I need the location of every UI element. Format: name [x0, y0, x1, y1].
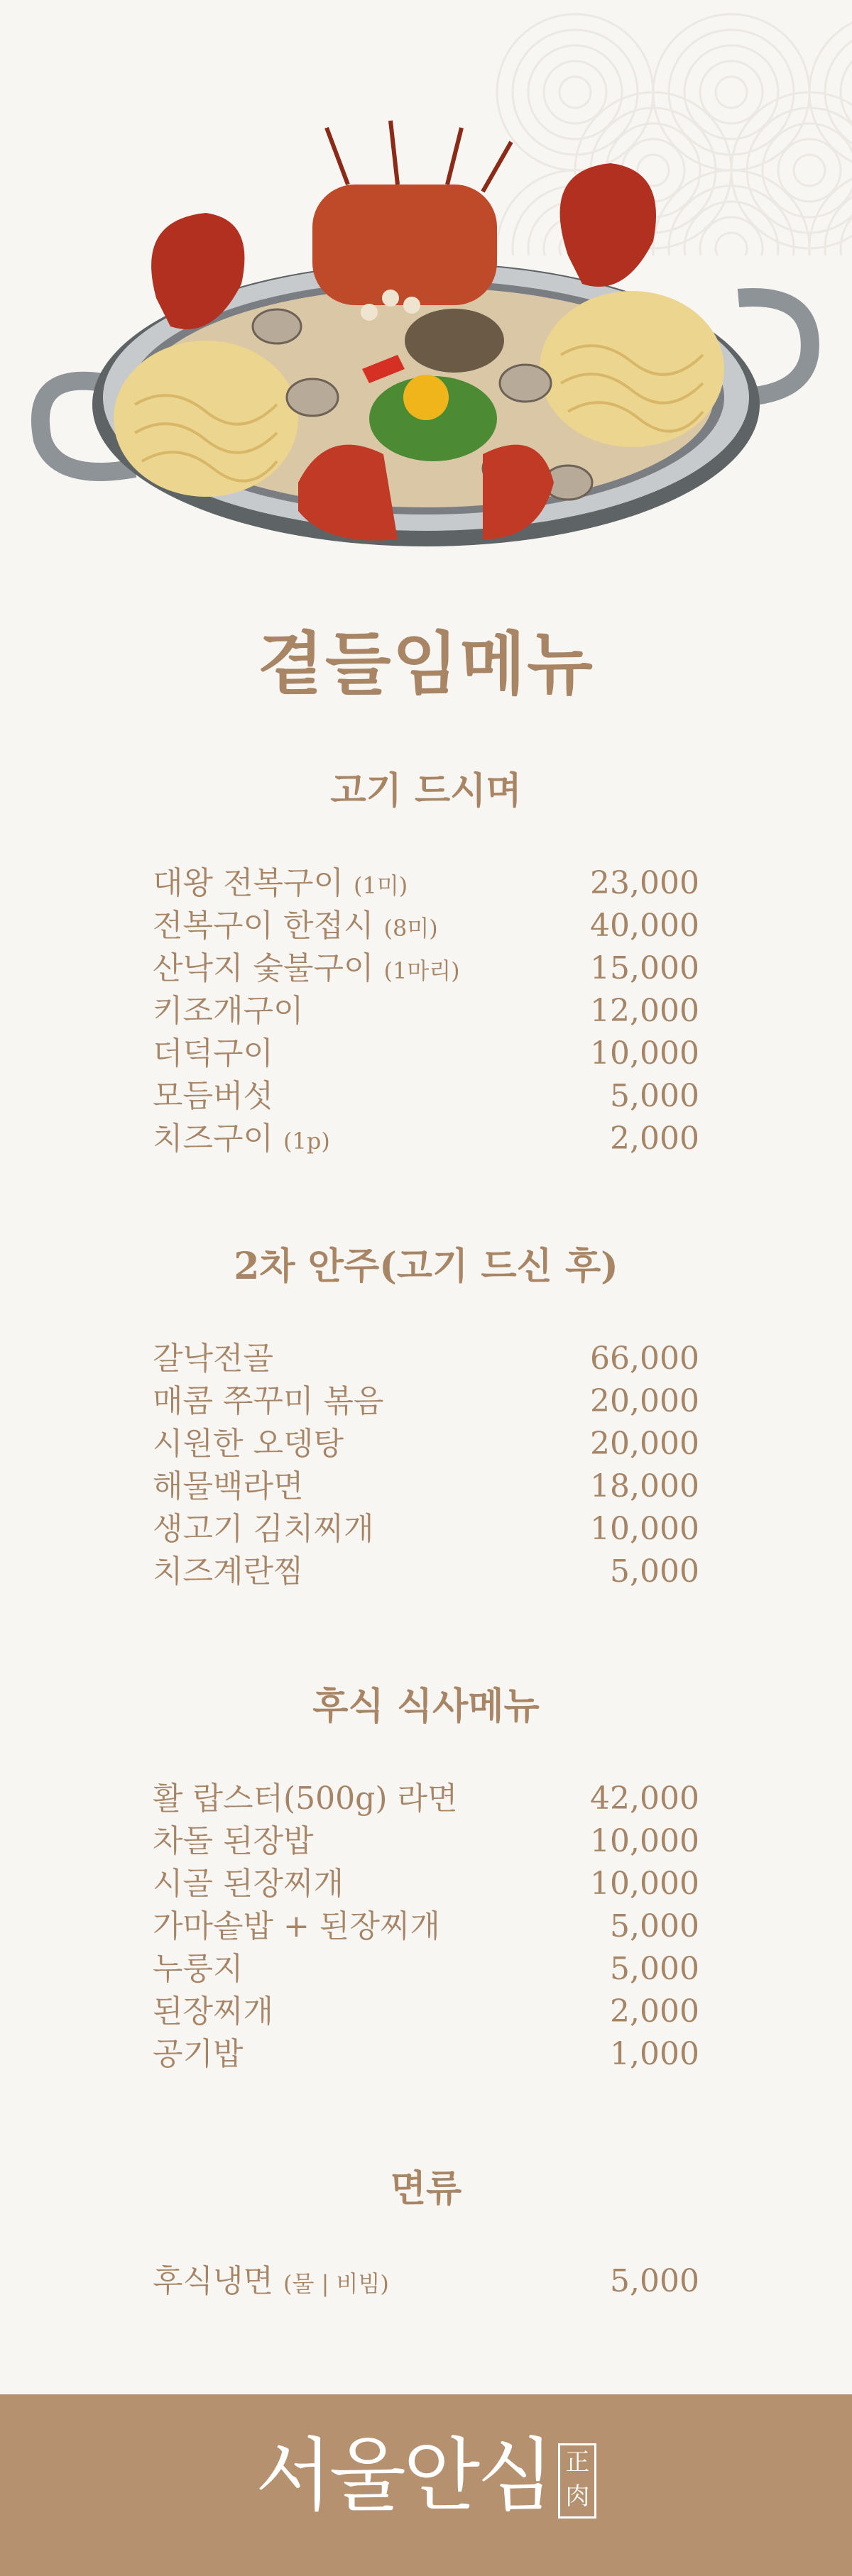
menu-item-price: 20,000	[590, 1426, 699, 1462]
menu-item-name: 더덕구이	[153, 1035, 274, 1072]
menu-item-price: 10,000	[590, 1866, 699, 1902]
menu-item-price: 40,000	[590, 908, 699, 944]
menu-item	[153, 2260, 699, 2303]
menu-item	[153, 990, 699, 1033]
menu-item-price: 18,000	[590, 1468, 699, 1504]
menu-item-name: 모듬버섯	[153, 1078, 274, 1114]
menu-item	[153, 1551, 699, 1593]
section-title: 2차 안주(고기 드신 후)	[234, 1245, 618, 1288]
menu-item	[153, 1948, 699, 1991]
menu-item-name: 키조개구이	[153, 993, 304, 1029]
menu-item	[153, 1338, 699, 1380]
menu-item-name: 누룽지	[153, 1951, 244, 1987]
menu-item-note: (1p)	[283, 1128, 330, 1155]
menu-item-note: (물 | 비빔)	[283, 2270, 389, 2297]
brand-name: 서울안심	[255, 2430, 552, 2522]
menu-item-name: 활 랍스터(500g) 라면	[153, 1780, 458, 1817]
menu-item-name-wrap	[153, 905, 438, 950]
seafood-hotpot-image	[28, 85, 824, 568]
menu-item-name: 대왕 전복구이	[153, 865, 344, 901]
menu-item-price: 10,000	[590, 1823, 699, 1859]
menu-item	[153, 1380, 699, 1423]
menu-item-name: 갈낙전골	[153, 1341, 274, 1377]
menu-item-name: 해물백라면	[153, 1468, 304, 1504]
menu-item-name-wrap	[153, 947, 460, 992]
menu-item	[153, 1820, 699, 1863]
menu-item-name-wrap	[153, 1118, 330, 1162]
page-title: 곁들임메뉴	[258, 624, 594, 704]
menu-item	[153, 1118, 699, 1160]
menu-item-name-wrap	[153, 1778, 457, 1820]
menu-item-name-wrap	[153, 1820, 314, 1863]
menu-section	[153, 1238, 699, 1593]
menu-item-name-wrap	[153, 1863, 344, 1905]
menu-item-name-wrap	[153, 1948, 244, 1991]
menu-item	[153, 1905, 699, 1948]
menu-item-price: 23,000	[590, 865, 699, 901]
menu-item-note: (1미)	[354, 872, 408, 899]
menu-item-name: 매콤 쭈꾸미 볶음	[153, 1383, 384, 1419]
menu-item-name: 시골 된장찌개	[153, 1866, 344, 1902]
menu-item-name-wrap	[153, 862, 408, 907]
brand-seal: 正肉	[558, 2443, 596, 2519]
menu-item	[153, 1075, 699, 1118]
menu-item-name-wrap	[153, 990, 304, 1033]
menu-item-name: 공기밥	[153, 2036, 244, 2072]
menu-item-name-wrap	[153, 1338, 273, 1380]
menu-item-price: 5,000	[610, 1951, 699, 1987]
menu-item-name-wrap	[153, 1508, 374, 1551]
menu-section	[153, 2161, 699, 2303]
menu-item-name: 생고기 김치찌개	[153, 1511, 374, 1547]
menu-item	[153, 1465, 699, 1508]
menu-item-name-wrap	[153, 1551, 304, 1593]
section-title: 고기 드시며	[330, 769, 522, 813]
menu-item-price: 5,000	[610, 1078, 699, 1114]
menu-item-price: 42,000	[590, 1780, 699, 1817]
menu-item-name: 치즈계란찜	[153, 1553, 304, 1590]
section-title: 면류	[390, 2167, 462, 2211]
menu-item-name: 시원한 오뎅탕	[153, 1426, 344, 1462]
menu-item	[153, 947, 699, 990]
menu-item	[153, 1991, 699, 2033]
menu-item-price: 2,000	[610, 1993, 699, 2030]
menu-item-price: 66,000	[590, 1341, 699, 1377]
menu-item-name: 후식냉면	[153, 2263, 274, 2299]
menu-item-name-wrap	[153, 1033, 273, 1075]
menu-item-name-wrap	[153, 1465, 304, 1508]
menu-section	[153, 1678, 699, 2076]
menu-item	[153, 905, 699, 947]
menu-item-price: 5,000	[610, 2263, 699, 2299]
menu-item-name: 가마솥밥 + 된장찌개	[153, 1908, 440, 1944]
menu-item-note: (1마리)	[383, 957, 460, 984]
menu-item-price: 1,000	[610, 2036, 699, 2072]
menu-item-price: 10,000	[590, 1035, 699, 1072]
menu-item-name-wrap	[153, 2260, 389, 2305]
menu-item-name: 전복구이 한접시	[153, 908, 374, 944]
menu-item	[153, 1778, 699, 1820]
brand-logo	[0, 2423, 852, 2529]
menu-item-price: 15,000	[590, 950, 699, 986]
footer-bar	[0, 2394, 852, 2576]
menu-item-name: 산낙지 숯불구이	[153, 950, 374, 986]
menu-item-name-wrap	[153, 1991, 273, 2033]
menu-item-name: 된장찌개	[153, 1993, 274, 2030]
menu-item-name-wrap	[153, 2033, 244, 2076]
menu-item	[153, 1863, 699, 1905]
menu-item	[153, 1033, 699, 1075]
menu-item-name-wrap	[153, 1075, 273, 1118]
menu-item-price: 10,000	[590, 1511, 699, 1547]
menu-item-name-wrap	[153, 1905, 440, 1948]
menu-item	[153, 2033, 699, 2076]
menu-item	[153, 862, 699, 905]
menu-item-price: 2,000	[610, 1121, 699, 1157]
menu-item	[153, 1423, 699, 1465]
menu-item-note: (8미)	[383, 915, 438, 942]
menu-item-name-wrap	[153, 1380, 384, 1423]
menu-item-price: 5,000	[610, 1908, 699, 1944]
menu-item-name: 치즈구이	[153, 1121, 274, 1157]
menu-item	[153, 1508, 699, 1551]
section-title: 후식 식사메뉴	[312, 1685, 540, 1728]
menu-item-price: 20,000	[590, 1383, 699, 1419]
menu-item-name-wrap	[153, 1423, 344, 1465]
menu-item-price: 12,000	[590, 993, 699, 1029]
menu-section	[153, 763, 699, 1160]
menu-item-name: 차돌 된장밥	[153, 1823, 314, 1859]
menu-item-price: 5,000	[610, 1553, 699, 1590]
